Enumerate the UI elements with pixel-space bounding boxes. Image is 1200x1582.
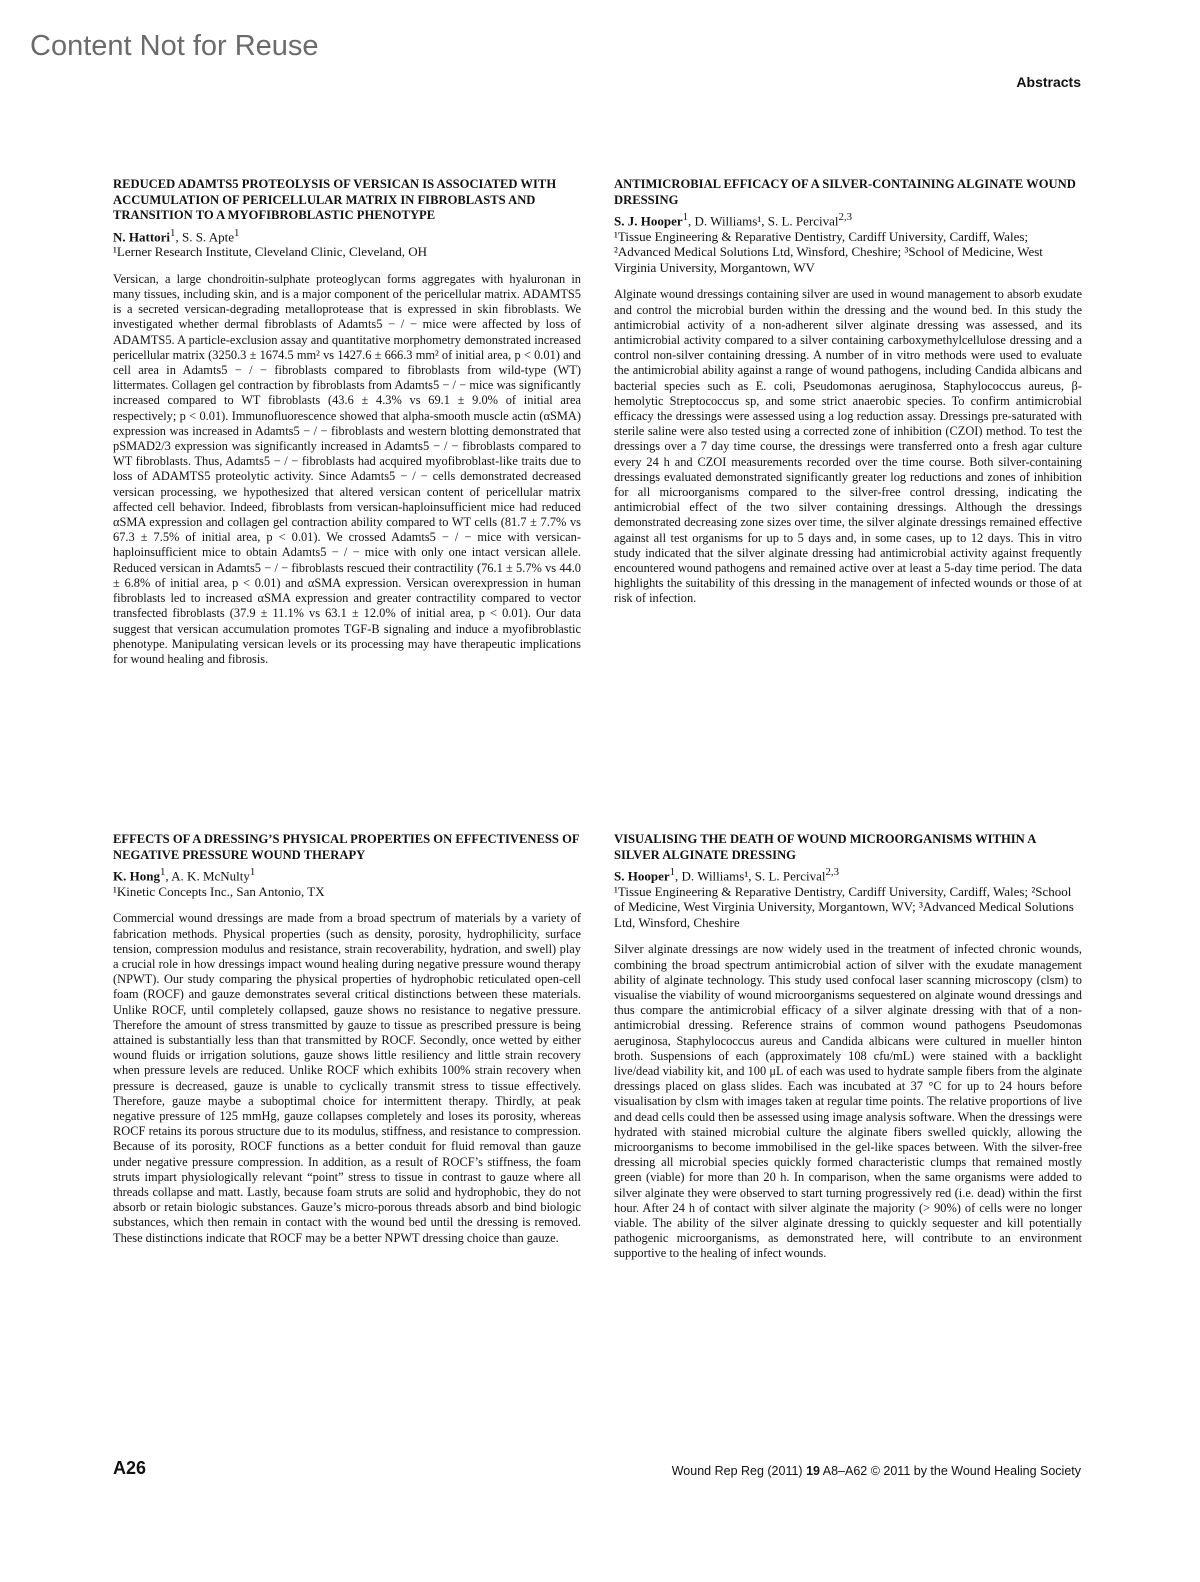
abstract-body: Silver alginate dressings are now widely used in the treatment of infected chronic wounds, combining the broad spectrum antimicrobial action of silver with the exudate management ability of alginate technology. This study used confocal laser scanning microscopy (clsm) to visualise the viability of wound microorganisms sequestered on alginate wound dressings and thus compare the antimicrobial efficacy of a silver alginate dressing with that of a non-antimicrobial dressing. Reference strains of common wound pathogens Pseudomonas aeruginosa, Staphylococcus aureus and Candida albicans were cultured in mueller hinton broth. Suspensions of each (approximately 108 cfu/mL) were stained with a backlight live/dead viability kit, and 100 μL of each was used to hydrate sample fibers from the alginate dressings placed on glass slides. Each was incubated at 37 °C for up to 24 hours before visualisation by clsm with images taken at regular time points. The relative proportions of live and dead cells could then be assessed using image analysis software. When the dressings were hydrated with stained microbial culture the alginate fibers swelled quickly, allowing the microorganisms to become immobilised in the gel-like spaces between. With the silver-free dressing all microbial species quickly formed characteristic clumps that remained mostly green (viable) for more than 20 h. In comparison, when the same organisms were added to silver alginate they were observed to start turning progressively red (i.e. dead) within the first hour. After 24 h of contact with silver alginate the majority (> 90%) of cells were no longer viable. The ability of the silver alginate dressing to quickly sequester and kill potentially pathogenic microorganisms, as demonstrated here, will contribute to an environment supportive to the healing of infect wounds. xyxy=(614,942,1082,1261)
presenting-author: N. Hattori xyxy=(113,228,171,244)
abstract-authors xyxy=(614,210,1082,229)
author-superscript: 1 xyxy=(170,226,176,239)
abstract-affiliations: ¹Kinetic Concepts Inc., San Antonio, TX xyxy=(113,883,325,899)
abstract-body: Versican, a large chondroitin-sulphate proteoglycan forms aggregates with hyaluronan in many tissues, including skin, and is a major component of the pericellular matrix. ADAMTS5 is a secreted versican-degrading metalloprotease that is expressed in skin fibroblasts. We investigated whether dermal fibroblasts of Adamts5 − / − mice were affected by loss of ADAMTS5. A particle-exclusion assay and quantitative morphometry demonstrated increased pericellular matrix (3250.3 ± 1674.5 mm² vs 1427.6 ± 666.3 mm² of initial area, p < 0.01) and cell area in Adamts5 − / − fibroblasts compared to fibroblasts from wild-type (WT) littermates. Collagen gel contraction by fibroblasts from Adamts5 − / − mice was significantly increased compared to WT fibroblasts (43.6 ± 4.3% vs 69.1 ± 9.0% of initial area respectively; p < 0.01). Immunofluorescence showed that alpha-smooth muscle actin (αSMA) expression was increased in Adamts5 − / − fibroblasts and western blotting demonstrated that pSMAD2/3 expression was significantly increased in Adamts5 − / − fibroblasts compared to WT fibroblasts. Thus, Adamts5 − / − fibroblasts had acquired myofibroblast-like traits due to loss of ADAMTS5 proteolytic activity. Since Adamts5 − / − cells demonstrated decreased versican processing, we hypothesized that altered versican content of pericellular matrix affected cell behavior. Indeed, fibroblasts from versican-haploinsufficient mice had reduced αSMA expression and collagen gel contraction ability compared to WT cells (81.7 ± 7.7% vs 67.3 ± 7.5% of initial area, p < 0.01). We crossed Adamts5 − / − mice with versican-haploinsufficient mice to obtain Adamts5 − / − mice with only one intact versican allele. Reduced versican in Adamts5 − / − fibroblasts rescued their contractility (76.1 ± 5.7% vs 44.0 ± 6.8% of initial area, p < 0.01) and αSMA expression. Versican overexpression in human fibroblasts led to increased αSMA expression and greater contractility compared to vector transfected fibroblasts (37.9 ± 11.1% vs 63.1 ± 12.0% of initial area, p < 0.01). Our data suggest that versican accumulation promotes TGF-B signaling and induce a myofibroblastic phenotype. Manipulating versican levels or its processing may have therapeutic implications for wound healing and fibrosis. xyxy=(113,271,581,666)
section-header: Abstracts xyxy=(1016,74,1081,90)
page-number: A26 xyxy=(113,1458,147,1478)
abstract-title: ANTIMICROBIAL EFFICACY OF A SILVER-CONTAINING ALGINATE WOUND DRESSING xyxy=(614,177,1076,207)
pages-copyright: A8–A62 © 2011 by the Wound Healing Society xyxy=(819,1464,1081,1478)
abstract-authors xyxy=(614,865,1082,884)
abstract-affiliations: ¹Lerner Research Institute, Cleveland Clinic, Cleveland, OH xyxy=(113,244,427,260)
presenting-author: S. Hooper xyxy=(614,868,670,884)
other-authors: , S. S. Apte xyxy=(175,228,234,244)
journal-volume: 19 xyxy=(806,1464,820,1478)
abstract-authors xyxy=(113,865,581,884)
journal-citation xyxy=(672,1464,1081,1478)
author-superscript: 1 xyxy=(669,866,676,878)
author-superscript: 1 xyxy=(682,211,689,223)
abstract-hooper-visualising xyxy=(614,832,1082,1262)
abstract-title: EFFECTS OF A DRESSING’S PHYSICAL PROPERTIES ON EFFECTIVENESS OF NEGATIVE PRESSURE WOUND THERAPY xyxy=(113,832,580,862)
abstract-hong xyxy=(113,832,581,1246)
abstract-title: VISUALISING THE DEATH OF WOUND MICROORGANISMS WITHIN A SILVER ALGINATE DRESSING xyxy=(614,832,1036,862)
abstract-authors xyxy=(113,226,581,245)
watermark-text: Content Not for Reuse xyxy=(30,30,319,62)
abstract-hattori xyxy=(113,177,581,667)
author-superscript: 1 xyxy=(233,226,240,239)
other-authors: , A. K. McNulty xyxy=(165,868,250,884)
author-superscript: 1 xyxy=(249,866,256,878)
author-superscript: 1 xyxy=(159,866,166,878)
abstract-title: REDUCED ADAMTS5 PROTEOLYSIS OF VERSICAN IS ASSOCIATED WITH ACCUMULATION OF PERICELLULAR MATRIX IN FIBROBLASTS AND TRANSITION TO A MYOFIBROBLASTIC PHENOTYPE xyxy=(113,177,557,222)
presenting-author: K. Hong xyxy=(113,868,160,884)
abstract-affiliations: ¹Tissue Engineering & Reparative Dentistry, Cardiff University, Cardiff, Wales; ²Advanced Medical Solutions Ltd, Winsford, Cheshire; ³School of Medicine, West Virginia University, Morgantown, WV xyxy=(614,228,1043,275)
abstract-affiliations: ¹Tissue Engineering & Reparative Dentistry, Cardiff University, Cardiff, Wales; ²School of Medicine, West Virginia University, Morgantown, WV; ³Advanced Medical Solutions Ltd, Winsford, Cheshire xyxy=(614,883,1074,930)
abstract-body: Alginate wound dressings containing silver are used in wound management to absorb exudate and control the microbial burden within the dressing and the wound bed. In this study the antimicrobial activity of a non-adherent silver alginate dressing was assessed, and its antimicrobial activity compared to a silver containing carboxymethylcellulose dressing and a control non-silver containing dressing. A number of in vitro methods were used to evaluate the antimicrobial ability against a range of wound pathogens, including Candida albicans and bacterial species such as E. coli, Pseudomonas aeruginosa, Staphylococcus aureus, β-hemolytic Streptococcus sp, and some strict anaerobic species. To confirm antimicrobial efficacy the dressings were assessed using a log reduction assay. Dressings pre-saturated with sterile saline were also tested using a corrected zone of inhibition (CZOI) method. To test the dressings over a 7 day time course, the dressings were transferred onto a fresh agar culture every 24 h and CZOI measurements recorded over the time course. Both silver-containing dressings evaluated demonstrated significantly greater log reductions and zones of inhibition for all microorganisms compared to the silver-free control dressing, indicating the antimicrobial effect of the two silver containing dressings. Although the dressings demonstrated decreasing zone sizes over time, the silver alginate dressings remained effective against all test organisms for up to 5 days and, in some cases, up to 12 days. This in vitro study indicated that the silver alginate dressing had antimicrobial activity against frequently encountered wound pathogens and remained active over at least a 5-day time period. The data highlights the suitability of this dressing in the management of infected wounds or those of at risk of infection. xyxy=(614,287,1082,606)
abstract-hooper-efficacy xyxy=(614,177,1082,607)
abstract-body: Commercial wound dressings are made from a broad spectrum of materials by a variety of fabrication methods. Physical properties (such as density, porosity, hydrophilicity, surface tension, compression modulus and resistance, strain recoverability, hydration, and swell) play a crucial role in how dressings impact wound healing during negative pressure wound therapy (NPWT). Our study comparing the physical properties of hydrophobic reticulated open-cell foam (ROCF) and gauze demonstrates several critical distinctions between these materials. Unlike ROCF, until completely collapsed, gauze shows no resistance to negative pressure. Therefore the amount of stress transmitted by gauze to tissue as prescribed pressure is being attained is substantially less than that transmitted by ROCF. Secondly, once wetted by either wound fluids or irrigation solutions, gauze shows little resiliency and little strain recovery when pressure levels are reduced. Unlike ROCF which exhibits 100% strain recovery when pressure is decreased, gauze is unable to cyclically transmit stress to tissue effectively. Therefore, gauze maybe a suboptimal choice for intermittent therapy. Thirdly, at peak negative pressure of 125 mmHg, gauze collapses completely and loses its porosity, whereas ROCF retains its porous structure due to its modulus, stiffness, and resistance to compression. Because of its porosity, ROCF functions as a better conduit for fluid removal than gauze under negative pressure compression. In addition, as a result of ROCF’s stiffness, the foam struts impart physiologically relevant “point” stress to tissue in contrast to gauze where all threads collapse and matt. Lastly, because foam struts are solid and hydrophobic, they do not absorb or retain biologic substances. Gauze’s micro-porous threads absorb and bind biologic substances, which then remain in contact with the wound bed until the dressing is removed. These distinctions indicate that ROCF may be a better NPWT dressing choice than gauze. xyxy=(113,911,581,1245)
presenting-author: S. J. Hooper xyxy=(614,213,683,229)
author-superscript: 2,3 xyxy=(838,211,853,223)
other-authors: , D. Williams¹, S. L. Percival xyxy=(688,213,839,229)
author-superscript: 2,3 xyxy=(825,866,840,878)
other-authors: , D. Williams¹, S. L. Percival xyxy=(675,868,826,884)
journal-name: Wound Rep Reg (2011) xyxy=(671,1464,807,1478)
